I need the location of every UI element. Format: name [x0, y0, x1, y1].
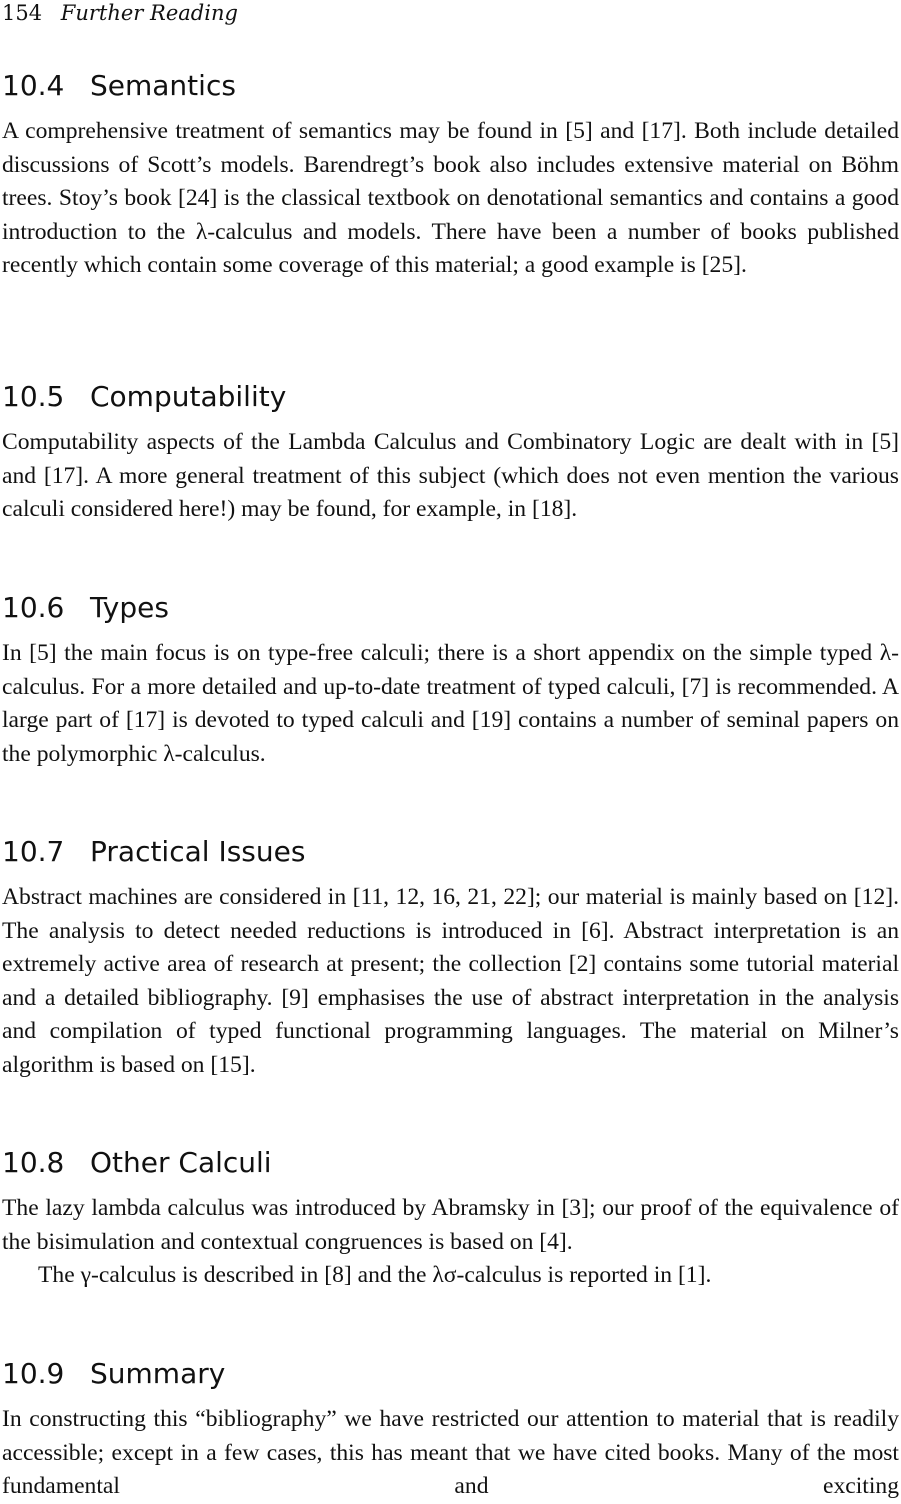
running-title: Further Reading [60, 1, 238, 25]
section-heading [2, 591, 899, 625]
section-other-calculi [2, 1146, 899, 1293]
paragraph: Abstract machines are considered in [11, 12, 16, 21, 22]; our material is mainly based on [12]. The analysis to detect needed reductions is introduced in [6]. Abstract interpretation is an extremely active area of research at present; the collection [2] contains some tutorial material and a detailed bibliography. [9] emphasises the use of abstract interpretation in the analysis and compilation of typed functional programming languages. The material on Milner’s algorithm is based on [15]. [2, 884, 899, 1078]
section-number: 10.5 [2, 380, 65, 413]
paragraph: Computability aspects of the Lambda Calculus and Combinatory Logic are dealt with in [5] and [17]. A more general treatment of this subject (which does not even mention the various calculi considered here!) may be found, for example, in [18]. [2, 429, 899, 522]
section-heading [2, 1146, 899, 1180]
section-title: Summary [90, 1357, 226, 1390]
section-number: 10.9 [2, 1357, 65, 1390]
section-number: 10.6 [2, 591, 65, 624]
section-practical-issues [2, 835, 899, 1082]
section-computability [2, 380, 899, 527]
section-number: 10.4 [2, 69, 65, 102]
paragraph: The lazy lambda calculus was introduced by Abramsky in [3]; our proof of the equivalence of the bisimulation and contextual congruences is based on [4]. [2, 1195, 899, 1255]
section-heading [2, 69, 899, 103]
section-heading [2, 835, 899, 869]
section-title: Semantics [90, 69, 236, 102]
section-title: Other Calculi [90, 1146, 272, 1179]
paragraph: In [5] the main focus is on type-free calculi; there is a short appendix on the simple typed λ-calculus. For a more detailed and up-to-date treatment of typed calculi, [7] is recommended. A large part of [17] is devoted to typed calculi and [19] contains a number of seminal papers on the polymorphic λ-calculus. [2, 640, 899, 767]
paragraph: A comprehensive treatment of semantics may be found in [5] and [17]. Both include detailed discussions of Scott’s models. Barendregt’s book also includes extensive material on Böhm trees. Stoy’s book [24] is the classical textbook on denotational semantics and contains a good introduction to the λ-calculus and models. There have been a number of books published recently which contain some coverage of this material; a good example is [25]. [2, 118, 899, 278]
section-title: Computability [90, 380, 287, 413]
section-summary [2, 1357, 899, 1504]
running-head [2, 0, 238, 26]
section-title: Types [90, 591, 169, 624]
section-types [2, 591, 899, 771]
section-heading [2, 380, 899, 414]
section-number: 10.8 [2, 1146, 65, 1179]
paragraph: In constructing this “bibliography” we have restricted our attention to material that is readily accessible; except in a few cases, this has meant that we have cited books. Many of the most fundamental and exciting [2, 1406, 899, 1499]
section-semantics [2, 69, 899, 283]
section-heading [2, 1357, 899, 1391]
section-number: 10.7 [2, 835, 65, 868]
paragraph: The γ-calculus is described in [8] and the λσ-calculus is reported in [1]. [38, 1262, 712, 1288]
section-title: Practical Issues [90, 835, 306, 868]
page-number: 154 [2, 1, 43, 25]
